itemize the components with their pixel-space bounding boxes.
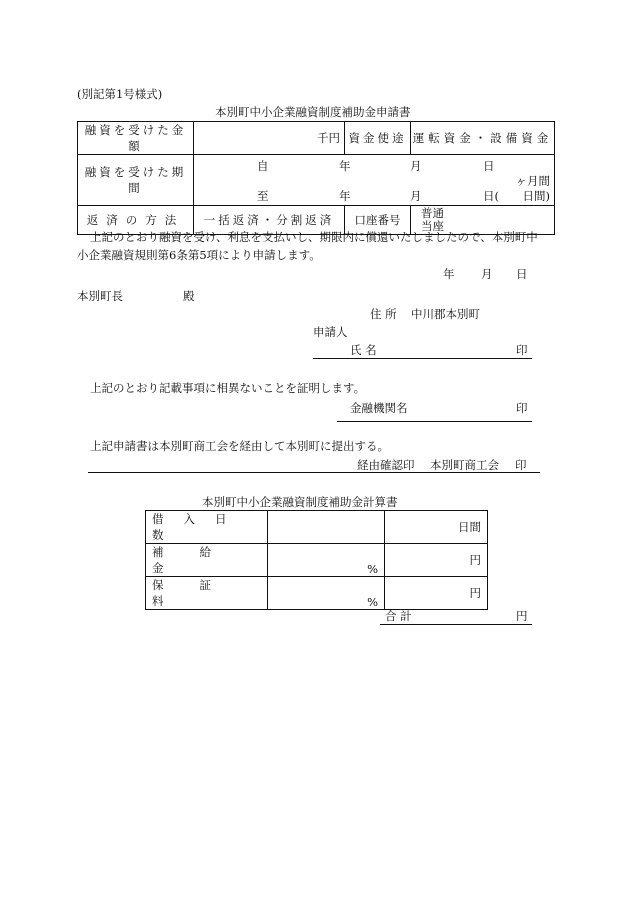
borrow-days-unit: 日間	[458, 520, 481, 534]
guarantee-rate-field[interactable]	[268, 577, 385, 610]
addressee-honorific: 殿	[183, 289, 195, 303]
guarantee-amount-field[interactable]	[385, 577, 488, 610]
chamber-line	[88, 472, 540, 473]
bank-seal: 印	[516, 401, 528, 415]
bank-name-line[interactable]	[337, 421, 532, 422]
borrow-days-rate-field[interactable]	[268, 511, 385, 544]
applicant-seal: 印	[516, 343, 528, 357]
purpose-value: 運転資金・設備資金	[412, 131, 553, 145]
chamber-name: 本別町商工会	[430, 458, 499, 472]
period-to-year: 年	[339, 189, 351, 203]
period-from-day: 日	[483, 159, 495, 173]
total-line[interactable]	[380, 624, 532, 625]
chamber-seal: 印	[515, 458, 527, 472]
subsidy-label: 補給金	[152, 545, 247, 575]
subsidy-amount-field[interactable]	[385, 544, 488, 577]
period-to-month: 月	[410, 189, 422, 203]
period-label-cell	[78, 155, 194, 206]
date-year: 年	[443, 267, 455, 281]
addressee: 本別町長	[77, 289, 123, 303]
purpose-value-cell[interactable]	[411, 122, 555, 155]
period-to-day: 日(	[483, 189, 499, 203]
period-months: ヶ月間	[515, 174, 550, 188]
borrow-days-label: 借入日数	[152, 512, 247, 542]
period-from: 自	[257, 159, 269, 173]
amount-label-cell	[78, 122, 194, 155]
statement-line1: 上記のとおり融資を受け、利息を支払いし、期限内に償還いたしましたので、本別町中	[90, 230, 538, 244]
account-ordinary: 普通	[421, 206, 444, 220]
name-label: 氏 名	[350, 343, 377, 357]
date-day: 日	[516, 267, 528, 281]
amount-field[interactable]	[194, 122, 345, 155]
period-days: 日間)	[522, 189, 550, 203]
purpose-label: 資金使途	[348, 131, 407, 145]
calc-table	[145, 510, 488, 610]
calc-title: 本別町中小企業融資制度補助金計算書	[202, 495, 398, 509]
repay-value: 一括返済・分割返済	[203, 213, 335, 227]
account-current: 当座	[421, 219, 444, 233]
subsidy-rate-field[interactable]	[268, 544, 385, 577]
amount-label: 融資を受けた金額	[84, 123, 187, 153]
page-title: 本別町中小企業融資制度補助金申請書	[215, 105, 411, 119]
subsidy-unit: 円	[469, 553, 481, 567]
date-month: 月	[481, 267, 493, 281]
subsidy-percent: %	[367, 562, 378, 576]
address-label: 住 所	[370, 307, 397, 321]
applicant-label: 申請人	[313, 325, 348, 339]
statement-line2: 小企業融資規則第6条第5項により申請します。	[77, 248, 321, 262]
address-value[interactable]: 中川郡本別町	[411, 307, 480, 321]
bank-statement: 上記のとおり記載事項に相異ないことを証明します。	[90, 381, 366, 395]
guarantee-unit: 円	[469, 586, 481, 600]
period-label: 融資を受けた期間	[84, 165, 187, 195]
period-from-year: 年	[339, 159, 351, 173]
subsidy-label-cell	[146, 544, 268, 577]
borrow-days-field[interactable]	[385, 511, 488, 544]
guarantee-label: 保証料	[152, 578, 247, 608]
period-field[interactable]	[194, 155, 555, 206]
period-to: 至	[257, 189, 269, 203]
period-from-month: 月	[410, 159, 422, 173]
purpose-label-cell	[345, 122, 411, 155]
bank-label: 金融機関名	[350, 401, 408, 415]
chamber-statement: 上記申請書は本別町商工会を経由して本別町に提出する。	[90, 439, 389, 453]
chamber-confirm: 経由確認印	[357, 458, 415, 472]
loan-table	[77, 121, 555, 235]
repay-label: 返済の方法	[86, 213, 185, 227]
total-label: 合 計	[385, 609, 412, 623]
form-number: (別記第1号様式)	[77, 87, 163, 101]
borrow-days-label-cell	[146, 511, 268, 544]
total-unit: 円	[516, 609, 528, 623]
guarantee-label-cell	[146, 577, 268, 610]
applicant-name-line[interactable]	[313, 358, 532, 359]
guarantee-percent: %	[367, 595, 378, 609]
amount-unit: 千円	[317, 131, 340, 145]
account-label: 口座番号	[354, 213, 401, 227]
